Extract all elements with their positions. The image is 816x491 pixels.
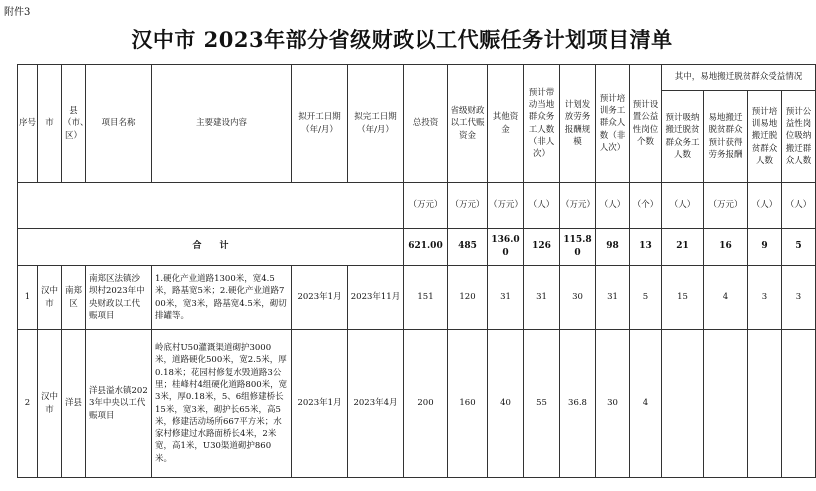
- page-title: 汉中市 2023年部分省级财政以工代赈任务计划项目清单: [131, 27, 673, 52]
- header-other-fund: 其他资金: [488, 65, 524, 183]
- summary-relocation-pay: 16: [704, 229, 748, 266]
- row-jobs: 4: [630, 330, 662, 478]
- row-relocation-train: 3: [748, 266, 782, 330]
- row-total: 200: [404, 330, 448, 478]
- row-seq: 1: [18, 266, 38, 330]
- header-seq: 序号: [18, 65, 38, 183]
- unit-relocation-train: （人）: [748, 183, 782, 229]
- row-project-name: 洋县溢水镇2023年中央以工代赈项目: [86, 330, 152, 478]
- row-city: 汉中市: [38, 266, 62, 330]
- row-start-date: 2023年1月: [292, 330, 348, 478]
- row-jobs: 5: [630, 266, 662, 330]
- header-project-name: 项目名称: [86, 65, 152, 183]
- summary-total: 621.00: [404, 229, 448, 266]
- unit-relocation-pay: （万元）: [704, 183, 748, 229]
- unit-relocation-labor: （人）: [662, 183, 704, 229]
- header-jobs: 预计设置公益性岗位个数: [630, 65, 662, 183]
- summary-row: [18, 229, 816, 266]
- header-relocation-labor: 预计吸纳搬迁脱贫群众务工人数: [662, 91, 704, 183]
- row-other: 40: [488, 330, 524, 478]
- table-row: [18, 266, 816, 330]
- header-row-1: [18, 65, 816, 91]
- unit-train: （人）: [596, 183, 630, 229]
- header-total: 总投资: [404, 65, 448, 183]
- header-content: 主要建设内容: [152, 65, 292, 183]
- attachment-label: 附件3: [4, 7, 31, 18]
- header-train: 预计培训务工群众人数（非人次）: [596, 65, 630, 183]
- summary-jobs: 13: [630, 229, 662, 266]
- row-city: 汉中市: [38, 330, 62, 478]
- row-relocation-pay: [704, 330, 748, 478]
- row-total: 151: [404, 266, 448, 330]
- summary-relocation-labor: 21: [662, 229, 704, 266]
- header-county: 县（市、区）: [62, 65, 86, 183]
- unit-total: （万元）: [404, 183, 448, 229]
- unit-prov: （万元）: [448, 183, 488, 229]
- header-pay: 计划发放劳务报酬规模: [560, 65, 596, 183]
- project-table: [17, 64, 816, 478]
- header-relocation-pay: 易地搬迁脱贫群众预计获得劳务报酬: [704, 91, 748, 183]
- summary-relocation-jobs: 5: [782, 229, 816, 266]
- row-pay: 36.8: [560, 330, 596, 478]
- table-row: [18, 330, 816, 478]
- unit-pay: （万元）: [560, 183, 596, 229]
- header-labor: 预计带动当地群众务工人数（非人次）: [524, 65, 560, 183]
- summary-train: 98: [596, 229, 630, 266]
- header-city: 市: [38, 65, 62, 183]
- header-prov-fund: 省级财政以工代赈资金: [448, 65, 488, 183]
- header-relocation-jobs: 预计公益性岗位吸纳搬迁群众人数: [782, 91, 816, 183]
- row-relocation-pay: 4: [704, 266, 748, 330]
- row-county: 洋县: [62, 330, 86, 478]
- header-start-date: 拟开工日期（年/月）: [292, 65, 348, 183]
- summary-relocation-train: 9: [748, 229, 782, 266]
- unit-row-blank: [18, 183, 404, 229]
- header-end-date: 拟完工日期（年/月）: [348, 65, 404, 183]
- summary-pay: 115.80: [560, 229, 596, 266]
- header-relocation-group: 其中，易地搬迁脱贫群众受益情况: [662, 65, 816, 91]
- summary-labor: 126: [524, 229, 560, 266]
- row-start-date: 2023年1月: [292, 266, 348, 330]
- summary-other: 136.00: [488, 229, 524, 266]
- unit-labor: （人）: [524, 183, 560, 229]
- summary-label: 合 计: [18, 229, 404, 266]
- row-county: 南郑区: [62, 266, 86, 330]
- row-labor: 55: [524, 330, 560, 478]
- row-end-date: 2023年4月: [348, 330, 404, 478]
- row-train: 30: [596, 330, 630, 478]
- unit-other: （万元）: [488, 183, 524, 229]
- row-relocation-train: [748, 330, 782, 478]
- row-prov: 120: [448, 266, 488, 330]
- row-seq: 2: [18, 330, 38, 478]
- header-relocation-train: 预计培训易地搬迁脱贫群众人数: [748, 91, 782, 183]
- row-train: 31: [596, 266, 630, 330]
- unit-jobs: （个）: [630, 183, 662, 229]
- unit-relocation-jobs: （人）: [782, 183, 816, 229]
- summary-prov: 485: [448, 229, 488, 266]
- row-relocation-jobs: [782, 330, 816, 478]
- row-relocation-labor: [662, 330, 704, 478]
- row-relocation-labor: 15: [662, 266, 704, 330]
- row-labor: 31: [524, 266, 560, 330]
- row-prov: 160: [448, 330, 488, 478]
- row-project-name: 南郑区法镇沙坝村2023年中央财政以工代赈项目: [86, 266, 152, 330]
- row-pay: 30: [560, 266, 596, 330]
- row-content: 岭底村U50灌溉渠道砌护3000米，道路硬化500米，宽2.5米，厚0.18米；花园村修复水毁道路3公里；桂峰村4组硬化道路800米，宽3米，厚0.18米，5、6组修建桥长15米，宽3米，砌护长65米，高5米，修建活动场所667平方米；水家村修建过水路面桥长4米，2米宽，高1米，U30渠道砌护860米。: [152, 330, 292, 478]
- unit-row: [18, 183, 816, 229]
- row-other: 31: [488, 266, 524, 330]
- row-end-date: 2023年11月: [348, 266, 404, 330]
- row-relocation-jobs: 3: [782, 266, 816, 330]
- row-content: 1.硬化产业道路1300米，宽4.5米，路基宽5米；2.硬化产业道路700米，宽3米，路基宽4.5米，砌切排罐等。: [152, 266, 292, 330]
